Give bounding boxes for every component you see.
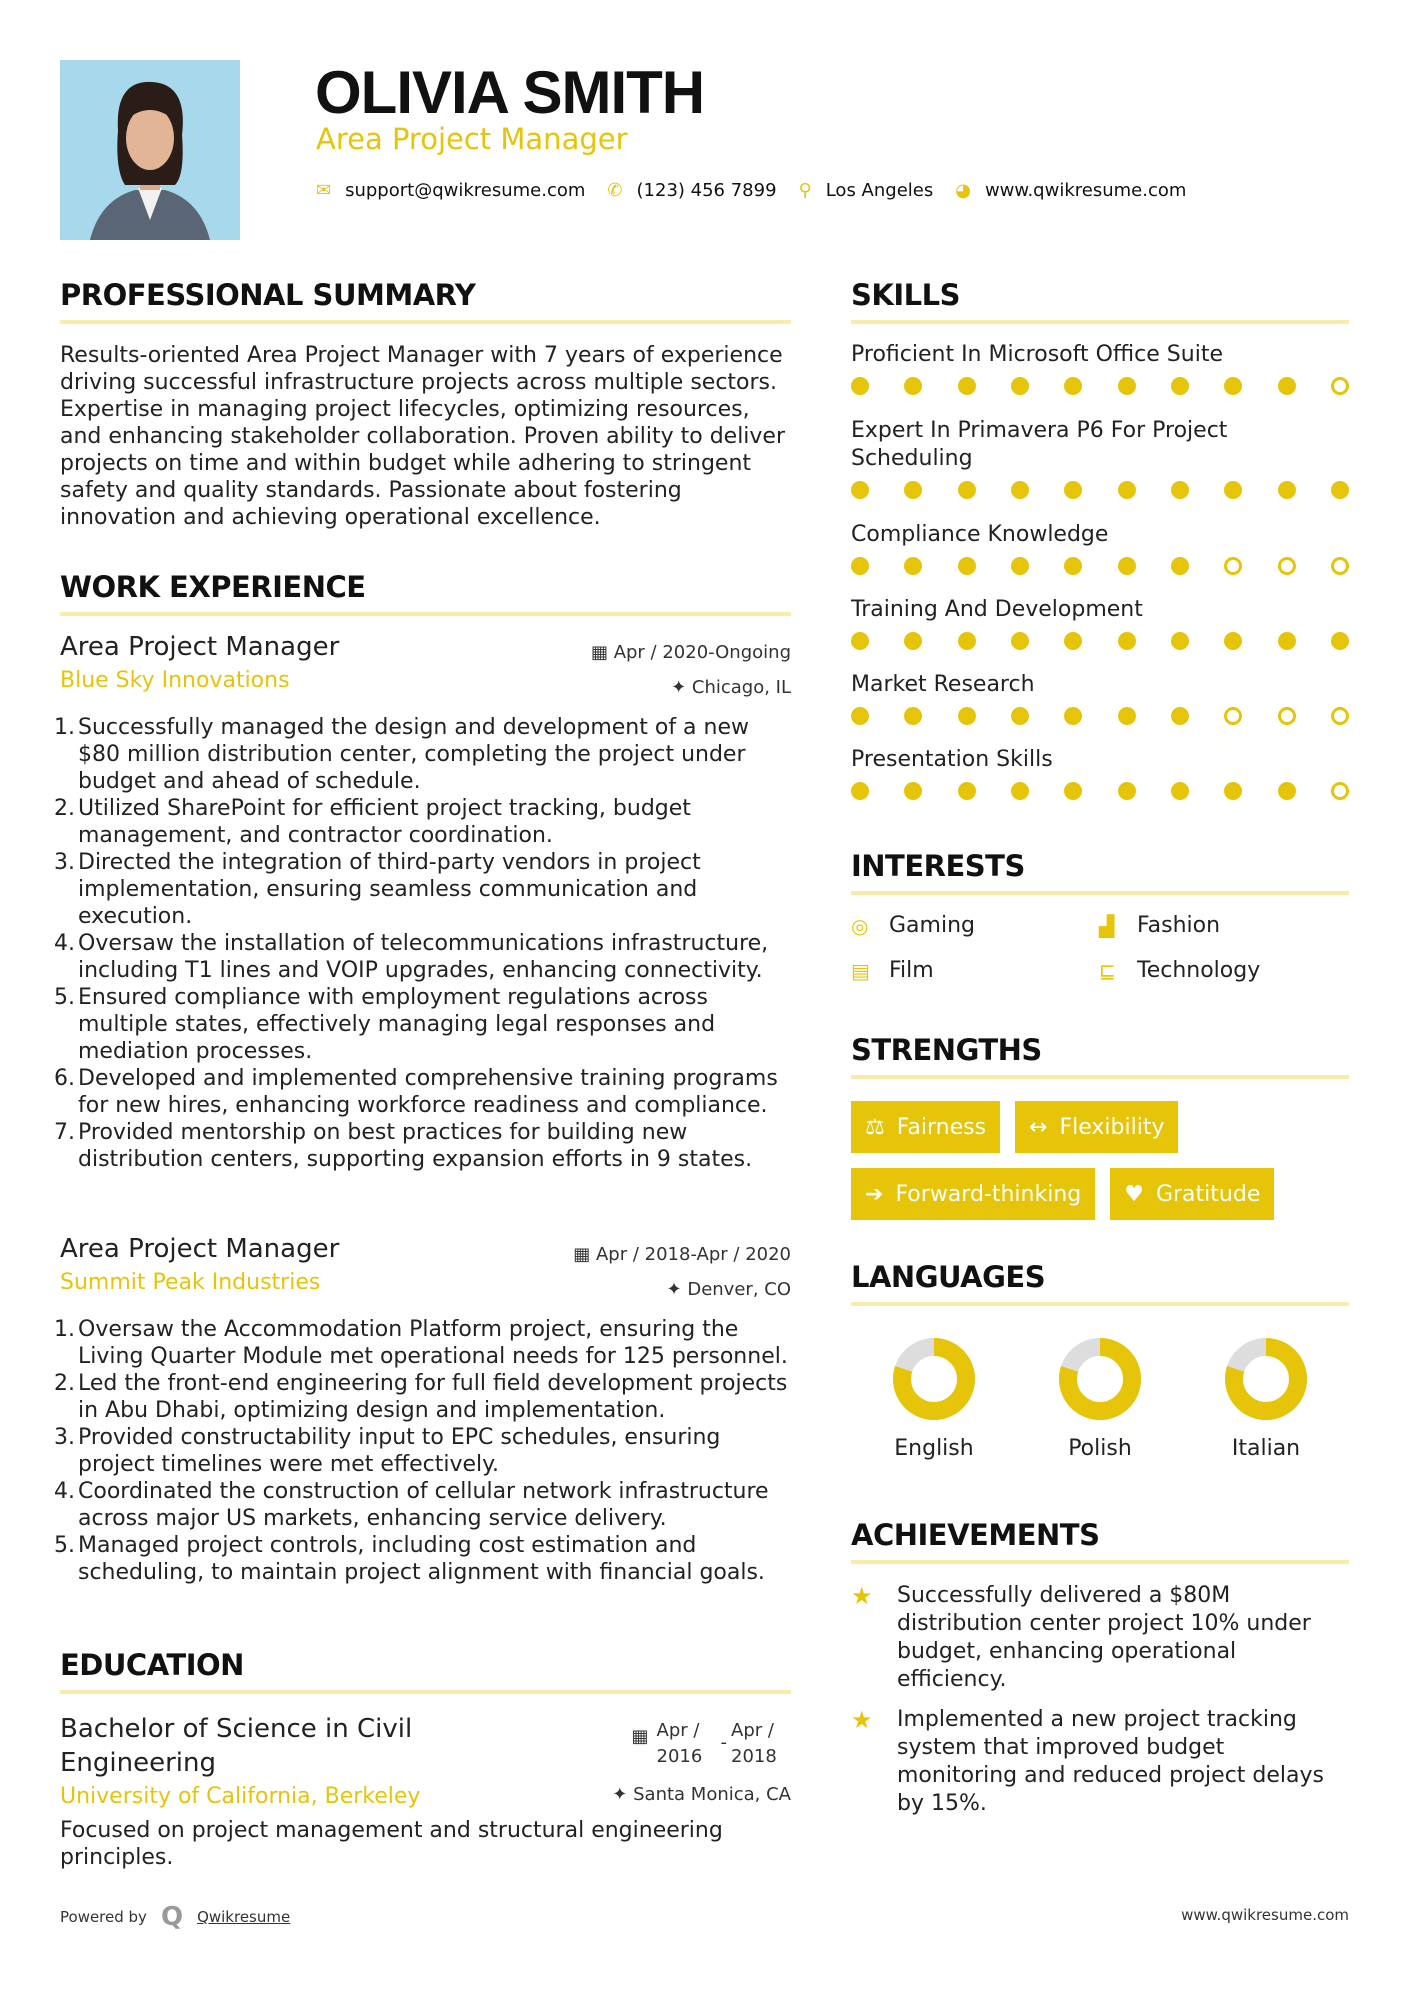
skills-section xyxy=(851,278,1349,324)
rating-dot-filled xyxy=(1331,632,1349,650)
interest-item: ⊑ Technology xyxy=(1099,958,1261,983)
list-item: 5. Ensured compliance with employment regulations across multiple states, effectively managing legal responses and mediation processes. xyxy=(54,985,716,1064)
balance-scale-icon: ⚖ xyxy=(865,1114,885,1140)
rating-dot-filled xyxy=(1118,782,1136,800)
language-list xyxy=(851,1334,1349,1461)
language-ring xyxy=(889,1334,979,1424)
skill-item xyxy=(851,417,1349,499)
skill-name: Compliance Knowledge xyxy=(851,522,1109,547)
rating-dot-filled xyxy=(1278,481,1296,499)
rating-dot-filled xyxy=(1118,481,1136,499)
interests-section xyxy=(851,849,1349,983)
rating-dot-empty xyxy=(1224,557,1242,575)
summary-section xyxy=(60,278,791,531)
edu-description: Focused on project management and structural engineering principles. xyxy=(60,1818,723,1870)
job-date: Apr / 2020-Ongoing xyxy=(613,642,791,663)
skill-rating xyxy=(851,481,1349,499)
calendar-icon: ▦ xyxy=(631,1726,649,1747)
candidate-name: OLIVIA SMITH xyxy=(315,59,705,126)
rating-dot-filled xyxy=(1171,707,1189,725)
skill-item xyxy=(851,521,1349,575)
experience-section xyxy=(60,570,791,616)
heart-icon: ♥ xyxy=(1124,1181,1144,1207)
language-item: Polish xyxy=(1017,1334,1183,1461)
skill-rating xyxy=(851,782,1349,800)
education-section xyxy=(60,1648,791,1871)
rating-dot-filled xyxy=(1064,557,1082,575)
list-item: 4. Oversaw the installation of telecommunications infrastructure, including T1 lines and VOIP upgrades, enhancing connectivity. xyxy=(54,931,769,983)
skill-name: Training And Development xyxy=(851,597,1143,622)
skill-item xyxy=(851,746,1349,800)
rating-dot-filled xyxy=(958,632,976,650)
education-title: EDUCATION xyxy=(60,1648,791,1694)
job-duties xyxy=(54,1316,791,1586)
shopping-bag-icon: ▟ xyxy=(1099,913,1115,938)
footer-powered: Powered by Q Qwikresume xyxy=(60,1902,291,1932)
rating-dot-filled xyxy=(1118,707,1136,725)
rating-dot-filled xyxy=(1224,632,1242,650)
pin-icon: ✦ xyxy=(612,1784,634,1805)
pin-icon: ✦ xyxy=(671,677,692,698)
rating-dot-filled xyxy=(1331,481,1349,499)
skill-rating xyxy=(851,377,1349,395)
rating-dot-filled xyxy=(904,632,922,650)
job-location: Chicago, IL xyxy=(691,677,791,698)
strength-tag: ♥ Gratitude xyxy=(1110,1168,1274,1220)
job-duties xyxy=(54,714,791,1173)
interests-title: INTERESTS xyxy=(851,849,1349,895)
job-company: Summit Peak Industries xyxy=(60,1270,321,1295)
languages-title: LANGUAGES xyxy=(851,1260,1349,1306)
rating-dot-filled xyxy=(851,632,869,650)
contact-bar xyxy=(316,180,1208,201)
rating-dot-empty xyxy=(1331,557,1349,575)
rating-dot-filled xyxy=(1278,632,1296,650)
strength-tag: ➔ Forward-thinking xyxy=(851,1168,1095,1220)
interest-item: ▤ Film xyxy=(851,958,934,983)
edu-start: Apr / 2016 xyxy=(656,1720,703,1767)
rating-dot-filled xyxy=(1064,377,1082,395)
arrows-h-icon: ↔ xyxy=(1029,1114,1048,1140)
star-icon: ★ xyxy=(851,1582,873,1610)
list-item: 1. Successfully managed the design and development of a new $80 million distribution center, completing the project under budget and ahead of schedule. xyxy=(54,715,749,794)
rating-dot-empty xyxy=(1278,707,1296,725)
rating-dot-filled xyxy=(1011,707,1029,725)
footer-website[interactable]: www.qwikresume.com xyxy=(1181,1906,1349,1924)
contact-website[interactable]: www.qwikresume.com xyxy=(984,180,1187,201)
calendar-icon: ▦ xyxy=(573,1244,596,1265)
school-name: University of California, Berkeley xyxy=(60,1784,421,1809)
rating-dot-filled xyxy=(904,782,922,800)
rating-dot-empty xyxy=(1331,377,1349,395)
rating-dot-filled xyxy=(1278,377,1296,395)
rating-dot-filled xyxy=(1171,557,1189,575)
list-item: 6. Developed and implemented comprehensive training programs for new hires, enhancing workforce readiness and compliance. xyxy=(54,1066,778,1118)
gamepad-icon: ◎ xyxy=(851,913,869,938)
pin-icon: ✦ xyxy=(666,1279,688,1300)
strengths-title: STRENGTHS xyxy=(851,1033,1349,1079)
list-item: 4. Coordinated the construction of cellular network infrastructure across major US markets, enhancing service delivery. xyxy=(54,1479,769,1531)
profile-photo xyxy=(60,60,240,240)
language-item: Italian xyxy=(1183,1334,1349,1461)
skill-rating xyxy=(851,557,1349,575)
rating-dot-filled xyxy=(851,707,869,725)
rating-dot-filled xyxy=(1118,377,1136,395)
rating-dot-filled xyxy=(958,707,976,725)
rating-dot-filled xyxy=(904,707,922,725)
rating-dot-filled xyxy=(1011,632,1029,650)
job-location: Denver, CO xyxy=(687,1279,791,1300)
rating-dot-filled xyxy=(958,481,976,499)
globe-icon: ◕ xyxy=(955,180,971,201)
achievement-item: ★ Successfully delivered a $80M distribution center project 10% under budget, enhancing operational efficiency. xyxy=(851,1582,1311,1692)
summary-title: PROFESSIONAL SUMMARY xyxy=(60,278,791,324)
candidate-role: Area Project Manager xyxy=(316,122,628,156)
laptop-icon: ⊑ xyxy=(1099,958,1116,983)
rating-dot-filled xyxy=(851,782,869,800)
job-title: Area Project Manager xyxy=(60,1234,340,1264)
skill-name: Presentation Skills xyxy=(851,747,1053,772)
language-ring xyxy=(1221,1334,1311,1424)
skill-name: Market Research xyxy=(851,672,1035,697)
list-item: 2. Utilized SharePoint for efficient project tracking, budget management, and contractor coordination. xyxy=(54,796,691,848)
list-item: 1. Oversaw the Accommodation Platform project, ensuring the Living Quarter Module met operational needs for 125 personnel. xyxy=(54,1317,788,1369)
map-pin-icon: ⚲ xyxy=(798,180,812,201)
rating-dot-filled xyxy=(1011,377,1029,395)
qwikresume-logo-icon: Q xyxy=(160,1902,184,1932)
contact-phone[interactable]: (123) 456 7899 xyxy=(636,180,777,201)
list-item: 3. Provided constructability input to EPC schedules, ensuring project timelines were met effectively. xyxy=(54,1425,721,1477)
languages-section xyxy=(851,1260,1349,1306)
skill-item xyxy=(851,671,1349,725)
rating-dot-filled xyxy=(958,782,976,800)
rating-dot-filled xyxy=(851,481,869,499)
edu-end: Apr / 2018 xyxy=(731,1720,777,1767)
job-title: Area Project Manager xyxy=(60,632,340,662)
job-entry xyxy=(54,1234,791,1586)
rating-dot-filled xyxy=(1064,481,1082,499)
rating-dot-filled xyxy=(1171,632,1189,650)
strength-tag: ⚖ Fairness xyxy=(851,1101,1000,1153)
summary-text: Results-oriented Area Project Manager with 7 years of experience driving successful infrastructure projects across multiple sectors. Expertise in managing project lifecycles, optimizing resources, and enhancing stakeholder collaboration. Proven ability to deliver projects on time and within budget while adhering to stringent safety and quality standards. Passionate about fostering innovation and achieving operational excellence. xyxy=(60,343,786,530)
rating-dot-filled xyxy=(1118,557,1136,575)
brand-link[interactable]: Qwikresume xyxy=(197,1908,291,1926)
interest-item: ▟ Fashion xyxy=(1099,913,1221,938)
strengths-section xyxy=(851,1033,1349,1220)
list-item: 3. Directed the integration of third-party vendors in project implementation, ensuring seamless communication and execution. xyxy=(54,850,701,929)
rating-dot-filled xyxy=(1064,632,1082,650)
rating-dot-filled xyxy=(1171,377,1189,395)
rating-dot-empty xyxy=(1331,782,1349,800)
rating-dot-filled xyxy=(1064,707,1082,725)
phone-icon: ✆ xyxy=(607,180,623,201)
list-item: 5. Managed project controls, including cost estimation and scheduling, to maintain project alignment with financial goals. xyxy=(54,1533,765,1585)
star-icon: ★ xyxy=(851,1706,873,1734)
list-item: 2. Led the front-end engineering for full field development projects in Abu Dhabi, optimizing design and implementation. xyxy=(54,1371,788,1423)
degree-title: Bachelor of Science in Civil Engineering xyxy=(60,1714,413,1778)
achievements-title: ACHIEVEMENTS xyxy=(851,1518,1349,1564)
rating-dot-filled xyxy=(958,377,976,395)
achievement-item: ★ Implemented a new project tracking system that improved budget monitoring and reduced project delays by 15%. xyxy=(851,1706,1324,1816)
rating-dot-filled xyxy=(904,377,922,395)
rating-dot-filled xyxy=(1224,481,1242,499)
skill-rating xyxy=(851,707,1349,725)
rating-dot-filled xyxy=(1011,481,1029,499)
strength-tag: ↔ Flexibility xyxy=(1015,1101,1178,1153)
rating-dot-filled xyxy=(1171,481,1189,499)
rating-dot-filled xyxy=(851,557,869,575)
rating-dot-filled xyxy=(904,481,922,499)
rating-dot-filled xyxy=(1011,782,1029,800)
skill-name: Expert In Primavera P6 For Project Scheduling xyxy=(851,418,1228,471)
language-ring xyxy=(1055,1334,1145,1424)
calendar-icon: ▦ xyxy=(590,642,614,663)
skill-item xyxy=(851,341,1349,395)
list-item: 7. Provided mentorship on best practices for building new distribution centers, supporting expansion efforts in 9 states. xyxy=(54,1120,753,1172)
contact-location: Los Angeles xyxy=(825,180,934,201)
experience-title: WORK EXPERIENCE xyxy=(60,570,791,616)
rating-dot-filled xyxy=(1224,377,1242,395)
skill-name: Proficient In Microsoft Office Suite xyxy=(851,342,1223,367)
edu-location: Santa Monica, CA xyxy=(633,1784,791,1805)
interest-item: ◎ Gaming xyxy=(851,913,975,938)
contact-email[interactable]: support@qwikresume.com xyxy=(345,180,586,201)
film-icon: ▤ xyxy=(851,958,870,983)
job-entry xyxy=(54,632,791,1173)
rating-dot-filled xyxy=(958,557,976,575)
rating-dot-filled xyxy=(1011,557,1029,575)
rating-dot-empty xyxy=(1331,707,1349,725)
rating-dot-filled xyxy=(1171,782,1189,800)
edu-date-dash: - xyxy=(720,1732,727,1753)
rating-dot-empty xyxy=(1224,707,1242,725)
rating-dot-filled xyxy=(1278,782,1296,800)
job-date: Apr / 2018-Apr / 2020 xyxy=(595,1244,791,1265)
rating-dot-filled xyxy=(1224,782,1242,800)
rating-dot-empty xyxy=(1278,557,1296,575)
language-item: English xyxy=(851,1334,1017,1461)
job-company: Blue Sky Innovations xyxy=(60,668,290,693)
skill-item xyxy=(851,596,1349,650)
rating-dot-filled xyxy=(851,377,869,395)
skills-title: SKILLS xyxy=(851,278,1349,324)
rating-dot-filled xyxy=(904,557,922,575)
achievements-section xyxy=(851,1518,1349,1818)
arrow-right-icon: ➔ xyxy=(865,1181,884,1207)
rating-dot-filled xyxy=(1064,782,1082,800)
skill-rating xyxy=(851,632,1349,650)
envelope-icon: ✉ xyxy=(316,180,332,201)
rating-dot-filled xyxy=(1118,632,1136,650)
